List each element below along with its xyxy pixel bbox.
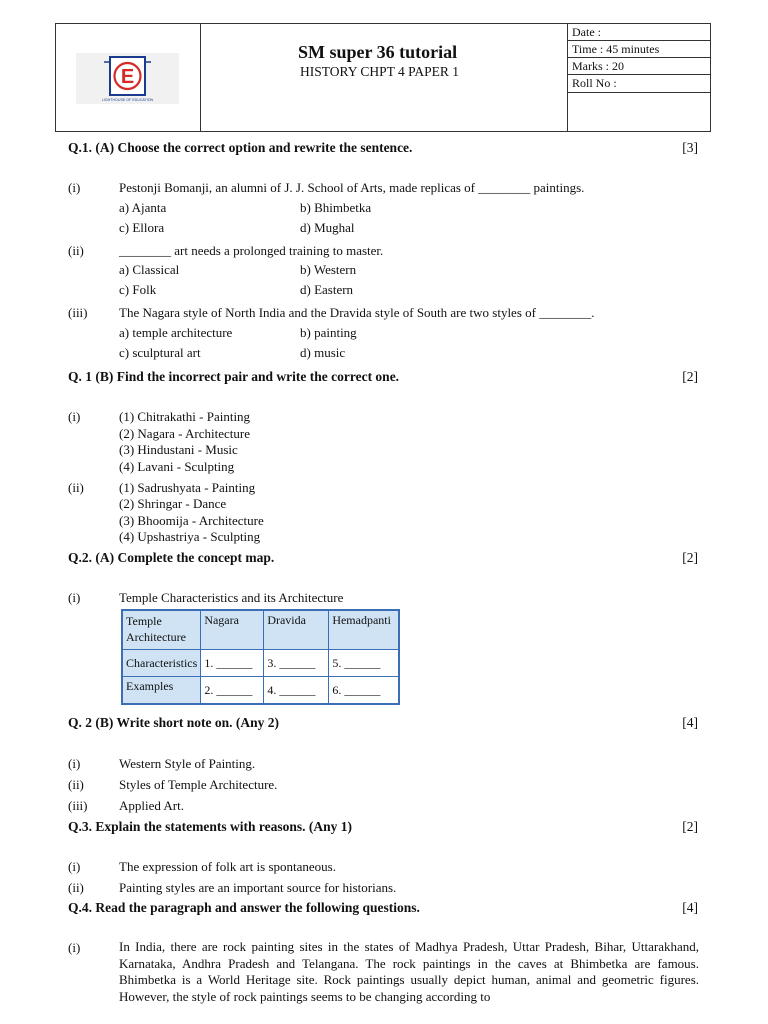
q4-heading: Q.4. Read the paragraph and answer the following questions.: [68, 900, 420, 915]
pair-line: (2) Shringar - Dance: [119, 496, 227, 511]
question-number: (i): [68, 409, 81, 424]
pair-line: (1) Chitrakathi - Painting: [119, 409, 251, 424]
reading-paragraph: In India, there are rock painting sites in the states of Madhya Pradesh, Uttar Pradesh, Bihar, Uttarakhand, Karnataka, Andhra Pradesh and Telangana. The rock paintings in the caves at Bhimbetka are famous. Bhimbetka is a World Heritage site. Rock paintings usually depict human, animal and geometric figures. However, the style of rock paintings seems to be changing according to: [119, 939, 699, 1004]
svg-text:E: E: [120, 66, 135, 88]
header-divider: [200, 24, 201, 131]
logo-emblem-icon: [76, 53, 179, 104]
question-number: (iii): [68, 798, 88, 813]
question-number: (i): [68, 756, 81, 771]
table-row-label: Examples: [122, 677, 201, 705]
question-number: (iii): [68, 305, 88, 320]
marks-label: Marks : 20: [572, 59, 624, 73]
table-cell: 4. ______: [264, 677, 329, 705]
time-label: Time : 45 minutes: [572, 42, 660, 56]
header-divider: [567, 74, 710, 75]
pair-line: (4) Lavani - Sculpting: [119, 459, 235, 474]
option: d) music: [300, 345, 346, 360]
pair-line: (3) Bhoomija - Architecture: [119, 513, 264, 528]
pair-line: (2) Nagara - Architecture: [119, 426, 251, 441]
table-cell: 2. ______: [201, 677, 264, 705]
option: c) sculptural art: [119, 345, 201, 360]
q4-marks: [4]: [682, 900, 698, 915]
table-cell: 1. ______: [201, 650, 264, 677]
pair-line: (1) Sadrushyata - Painting: [119, 480, 256, 495]
option: a) Ajanta: [119, 200, 167, 215]
q3-marks: [2]: [682, 819, 698, 834]
question-text: Painting styles are an important source for historians.: [119, 880, 397, 895]
q1a-heading: Q.1. (A) Choose the correct option and rewrite the sentence.: [68, 140, 413, 155]
question-text: Pestonji Bomanji, an alumni of J. J. School of Arts, made replicas of ________ paintings.: [119, 180, 585, 195]
question-number: (ii): [68, 880, 84, 895]
table-cell: 3. ______: [264, 650, 329, 677]
table-header-cell: Nagara: [201, 610, 264, 650]
table-cell: 6. ______: [329, 677, 400, 705]
question-number: (ii): [68, 777, 84, 792]
pair-line: (4) Upshastriya - Sculpting: [119, 529, 261, 544]
q1b-heading: Q. 1 (B) Find the incorrect pair and write the correct one.: [68, 369, 400, 384]
option: b) painting: [300, 325, 357, 340]
table-row: [122, 610, 399, 650]
logo: [76, 53, 179, 104]
option: b) Bhimbetka: [300, 200, 372, 215]
q3-heading: Q.3. Explain the statements with reasons. (Any 1): [68, 819, 353, 834]
table-header-cell: Dravida: [264, 610, 329, 650]
question-text: The expression of folk art is spontaneous.: [119, 859, 336, 874]
question-text: ________ art needs a prolonged training to master.: [119, 243, 384, 258]
question-text: Styles of Temple Architecture.: [119, 777, 278, 792]
table-cell: 5. ______: [329, 650, 400, 677]
question-number: (i): [68, 180, 81, 195]
concept-map-table: [121, 609, 400, 705]
concept-map-caption: Temple Characteristics and its Architecture: [119, 590, 344, 605]
question-number: (i): [68, 940, 81, 955]
question-text: Western Style of Painting.: [119, 756, 256, 771]
option: d) Mughal: [300, 220, 355, 235]
table-header-cell: Hemadpanti: [329, 610, 400, 650]
question-text: The Nagara style of North India and the Dravida style of South are two styles of ________.: [119, 305, 595, 320]
table-header-cell: Temple Architecture: [122, 610, 201, 650]
date-label: Date :: [572, 25, 601, 39]
option: d) Eastern: [300, 282, 354, 297]
question-number: (i): [68, 859, 81, 874]
table-row-label: Characteristics: [122, 650, 201, 677]
table-row: [122, 650, 399, 677]
question-number: (i): [68, 590, 81, 605]
header-box: [55, 23, 711, 132]
header-divider: [567, 57, 710, 58]
pair-line: (3) Hindustani - Music: [119, 442, 238, 457]
svg-text:LIGHTHOUSE OF EDUCATION: LIGHTHOUSE OF EDUCATION: [101, 98, 154, 102]
paper-subtitle: HISTORY CHPT 4 PAPER 1: [300, 64, 460, 79]
q2b-heading: Q. 2 (B) Write short note on. (Any 2): [68, 715, 279, 730]
roll-label: Roll No :: [572, 76, 617, 90]
question-number: (ii): [68, 243, 84, 258]
q2a-marks: [2]: [682, 550, 698, 565]
option: c) Folk: [119, 282, 157, 297]
q2a-heading: Q.2. (A) Complete the concept map.: [68, 550, 275, 565]
question-text: Applied Art.: [119, 798, 184, 813]
q2b-marks: [4]: [682, 715, 698, 730]
table-row: [122, 677, 399, 705]
option: a) Classical: [119, 262, 180, 277]
question-number: (ii): [68, 480, 84, 495]
option: a) temple architecture: [119, 325, 233, 340]
header-divider: [567, 40, 710, 41]
school-title: SM super 36 tutorial: [298, 42, 458, 62]
header-divider: [567, 92, 710, 93]
option: b) Western: [300, 262, 357, 277]
option: c) Ellora: [119, 220, 165, 235]
q1b-marks: [2]: [682, 369, 698, 384]
q1a-marks: [3]: [682, 140, 698, 155]
